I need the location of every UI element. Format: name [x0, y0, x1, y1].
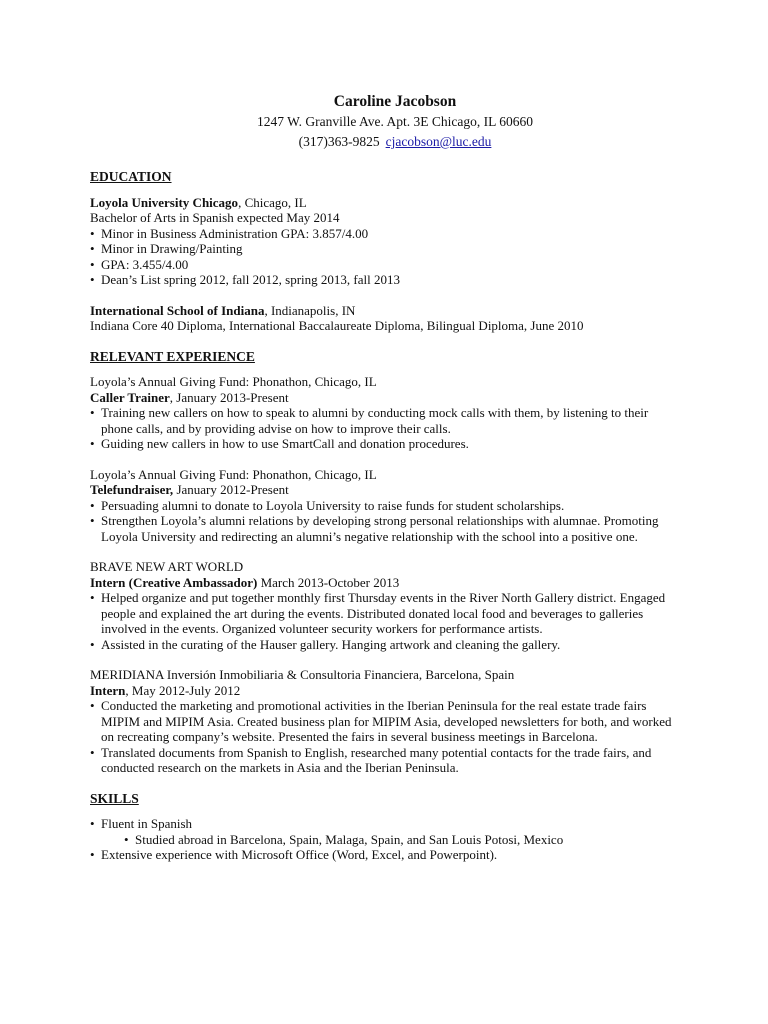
job-entry: [90, 374, 680, 452]
list-item: • Strengthen Loyola’s alumni relations by developing strong personal relationships with alumnae. Promoting Loyola University and redirecting an alumni’s negative relationship with the school into a positive one.: [90, 513, 680, 544]
list-item: • Dean’s List spring 2012, fall 2012, spring 2013, fall 2013: [90, 272, 680, 288]
phone: (317)363-9825: [298, 134, 380, 149]
job-title: Caller Trainer: [90, 389, 170, 405]
job-bullets: [90, 405, 680, 452]
job-title-line: [90, 683, 680, 699]
resume-header: [110, 92, 680, 152]
list-item: • Minor in Business Administration GPA: 3.857/4.00: [90, 226, 680, 242]
list-item: • Conducted the marketing and promotional activities in the Iberian Peninsula for the real estate trade fairs MIPIM and MIPIM Asia. Created business plan for MIPIM Asia, developed newsletters for both, and worked on recreating company’s website. Presented the fairs in several business meetings in Barcelona.: [90, 698, 680, 745]
job-title: Telefundraiser,: [90, 482, 174, 497]
list-item: • Persuading alumni to donate to Loyola University to raise funds for student scholarships.: [90, 498, 680, 514]
email-link[interactable]: cjacobson@luc.edu: [385, 134, 492, 149]
list-item: • Helped organize and put together monthly first Thursday events in the River North Gallery district. Engaged people and explained the art during the events. Distributed donated local food and beverages to galleries involved in the events. Organized volunteer security workers for performance artists.: [90, 590, 680, 637]
job-bullets: [90, 498, 680, 545]
job-org: MERIDIANA Inversión Inmobiliaria & Consultoria Financiera, Barcelona, Spain: [90, 667, 515, 682]
school-line: [90, 303, 680, 319]
job-title-line: [90, 575, 680, 591]
skills-heading: SKILLS: [90, 790, 139, 806]
list-item: • Extensive experience with Microsoft Office (Word, Excel, and Powerpoint).: [90, 847, 680, 863]
contact-line: [110, 132, 680, 152]
list-item: • GPA: 3.455/4.00: [90, 257, 680, 273]
job-dates: , May 2012-July 2012: [125, 682, 241, 698]
list-item: • Assisted in the curating of the Hauser gallery. Hanging artwork and cleaning the gallery.: [90, 637, 680, 653]
job-bullets: [90, 590, 680, 652]
list-item: • Studied abroad in Barcelona, Spain, Malaga, Spain, and San Louis Potosi, Mexico: [90, 832, 680, 848]
candidate-name: Caroline Jacobson: [333, 93, 457, 110]
school-entry: [90, 303, 680, 334]
job-org: Loyola’s Annual Giving Fund: Phonathon, Chicago, IL: [90, 466, 377, 482]
job-dates: , January 2013-Present: [169, 389, 289, 405]
skills-list: [90, 816, 680, 863]
job-entry: [90, 559, 680, 652]
resume-page: [90, 92, 680, 863]
job-dates: January 2012-Present: [173, 482, 289, 497]
school-name: International School of Indiana: [90, 302, 265, 318]
job-title-line: [90, 482, 680, 498]
job-title: Intern: [90, 682, 126, 698]
job-entry: [90, 667, 680, 776]
job-title-line: [90, 390, 680, 406]
list-item: • Translated documents from Spanish to English, researched many potential contacts for the trade fairs, and conducted research on the markets in Asia and the Iberian Peninsula.: [90, 745, 680, 776]
school-location: , Chicago, IL: [238, 194, 307, 210]
school-line: [90, 195, 680, 211]
job-entry: [90, 467, 680, 545]
job-dates: March 2013-October 2013: [257, 574, 400, 590]
list-item: • Guiding new callers in how to use SmartCall and donation procedures.: [90, 436, 680, 452]
education-heading: EDUCATION: [90, 169, 172, 184]
school-name: Loyola University Chicago: [90, 194, 239, 210]
degree-line: Bachelor of Arts in Spanish expected May 2014: [90, 210, 340, 225]
school-location: , Indianapolis, IN: [264, 302, 356, 318]
list-item: • Training new callers on how to speak to alumni by conducting mock calls with them, by listening to their phone calls, and by providing advise on how to improve their calls.: [90, 405, 680, 436]
list-item: • Fluent in Spanish: [90, 816, 680, 832]
job-title: Intern (Creative Ambassador): [90, 574, 258, 590]
school-entry: [90, 195, 680, 288]
degree-line: Indiana Core 40 Diploma, International Baccalaureate Diploma, Bilingual Diploma, June 2010: [90, 318, 584, 333]
job-bullets: [90, 698, 680, 776]
job-org: BRAVE NEW ART WORLD: [90, 559, 244, 574]
address: 1247 W. Granville Ave. Apt. 3E Chicago, IL 60660: [257, 114, 533, 129]
school-bullets: [90, 226, 680, 288]
job-org: Loyola’s Annual Giving Fund: Phonathon, Chicago, IL: [90, 374, 377, 389]
list-item: • Minor in Drawing/Painting: [90, 241, 680, 257]
experience-heading: RELEVANT EXPERIENCE: [90, 348, 255, 364]
